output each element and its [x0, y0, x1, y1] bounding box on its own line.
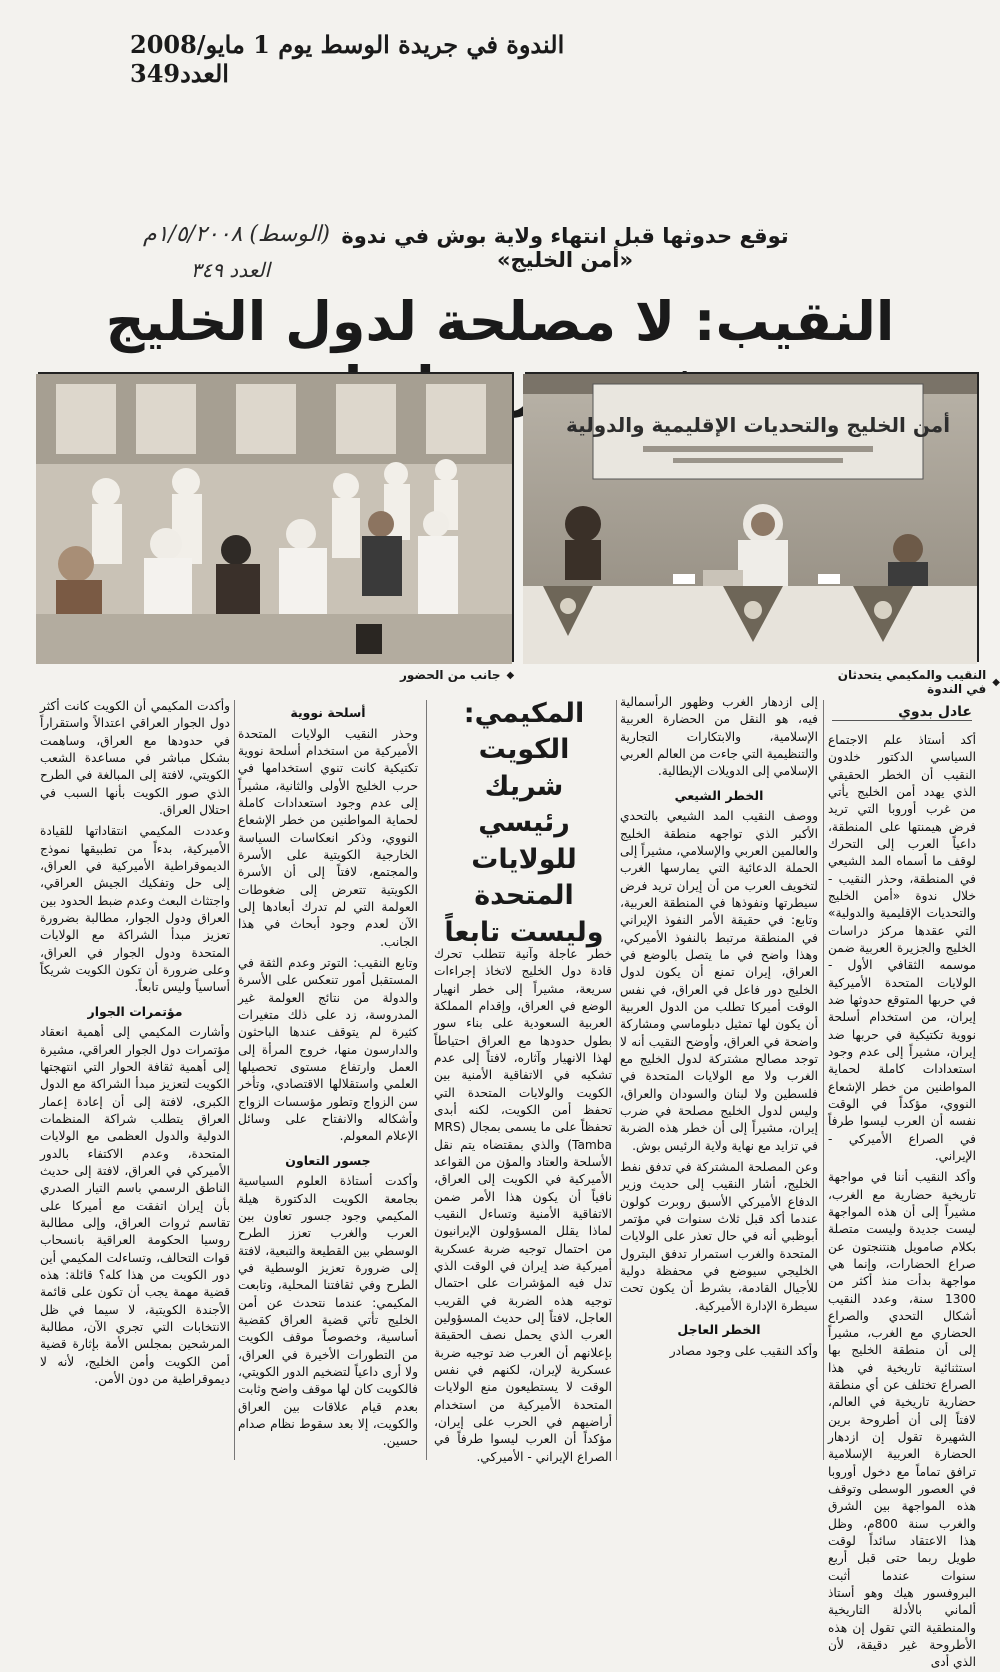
byline: عادل بدوي — [832, 704, 972, 721]
audience-photo-illustration — [36, 374, 512, 664]
caption-audience — [400, 668, 514, 682]
paragraph: ووصف النقيب المد الشيعي بالتحدي الأكبر الذي تواجهه منطقة الخليج والعالمين العربي والإسلامي، مشيراً إلى الحملة الدعائية التي يمارسها الغرب لتخويف العرب من أن إيران تريد فرض سيطرتها ونفوذها في المنطقة العربية، وتابع: في حقيقة الأمر النفوذ الإيراني في المنطقة مرتبط بالنفوذ الأميركي، وهذا واضح في ما يتصل بالوضع في العراق، إيران تمنع أن يكون لدول الخليج دور فاعل في العراق، في نفس الوقت أميركا تطلب من الدول العربية أن يكون لها تمثيل دبلوماسي ومشاركة واضحة في العراق، وأوضح النقيب أنه لا توجد مصالح مشتركة لدول الخليج مع الغرب ولا مع الولايات المتحدة في فلسطين ولا لبنان والسودان والعراق، وليس لدول الخليج مصلحة في ضرب إيران، مشيراً إلى أن خطر هذه الضربة في تزايد مع نهاية ولاية الرئيس بوش. — [620, 809, 818, 1153]
article-column-2 — [620, 694, 818, 1462]
caption-marker-icon: ◆ — [506, 669, 515, 681]
source-line: الندوة في جريدة الوسط يوم 1 مايو/2008 العدد349 — [130, 30, 565, 88]
pull-quote-text: الكويت شريك رئيسي للولايات المتحدة وليست تابعاً — [444, 734, 604, 948]
pull-quote — [440, 696, 608, 951]
subheading: الخطر العاجل — [677, 1321, 761, 1337]
subheading: جسور التعاون — [285, 1152, 371, 1168]
subheading: أسلحة نووية — [290, 705, 366, 720]
paragraph: وحذر النقيب الولايات المتحدة الأميركية من استخدام أسلحة نووية تكتيكية كانت تنوي استخدامها في حرب الخليج الأولى والثانية، مشيراً إلى عدم وجود استعدادات كاملة لحماية المواطنين من خطر الإشعاع النووي، وذكر انعكاسات السياسة الخارجية الكويتية على الأسرة والمجتمع، لافتاً إلى أن الأسرة الكويتية تتعرض إلى ضغوطات العولمة التي لم تدرك أبعادها إلى الآن لعدم وجود أبحاث في هذا الجانب. — [238, 726, 418, 949]
paragraph: وتابع النقيب: التوتر وعدم الثقة في المستقبل أمور تنعكس على الأسرة والدولة من نتائج العولمة غير المدروسة، زد على ذلك متغيرات كثيرة لم يتوقف عندها الباحثون والدارسون منها، خروج المرأة إلى العمل وارتفاع مستوى تحصيلها العلمي واستقلالها الاقتصادي، وتأخر سن الزواج وتطور مؤسسات الزواج وأشكاله والانفتاح على وسائل الإعلام المعولم. — [238, 956, 418, 1144]
pull-quote-speaker: المكيمي: — [463, 698, 585, 729]
handwritten-date: (الوسط) ١/٥/٢٠٠٨م — [142, 222, 330, 247]
caption-panel — [822, 668, 1000, 696]
article-column-4 — [238, 698, 418, 1462]
subheading: مؤتمرات الجوار — [87, 1003, 183, 1019]
main-headline: النقيب: لا مصلحة لدول الخليج — [105, 290, 895, 353]
paragraph: وعددت المكيمي انتقاداتها للقيادة الأميركية، بدءاً من تطبيقها نموذج الديموقراطية الأميركية في العراق، إلى حل وتفكيك الجيش العراقي، واجتثاث البعث وعدم ضبط الحدود بين العراق ودول الجوار، مطالبة بضرورة تعزيز مبدأ الشراكة مع الولايات المتحدة ودول الجوار في العراق، وعلى ضرورة أن تكون الكويت شريكاً أساسياً وليس تابعاً. — [40, 824, 230, 995]
paragraph: وأكد النقيب على وجود مصادر — [669, 1343, 818, 1358]
paragraph: وأكدت المكيمي أن الكويت كانت أكثر دول الجوار العراقي اعتدالاً واستقراراً في حدودها مع العراق، وساهمت بشكل مباشر في مساعدة الشعب الكويتي، لافتة إلى المبالغة في الطرح الذي صور الكويت بأنها السبب في احتلال العراق. — [40, 699, 230, 817]
caption-marker-icon: ◆ — [992, 676, 1000, 688]
handwritten-issue: العدد ٣٤٩ — [190, 258, 270, 282]
paragraph: خطر عاجلة وآنية تتطلب تحرك قادة دول الخليج لاتخاذ إجراءات سريعة، مشيراً إلى خطر انهيار الوضع في العراق، وإقدام المملكة العربية السعودية على بناء سور بطول حدودها مع العراق احتياطاً لهذا الانهيار وآثاره، لافتاً إلى عدم تشكيه في الاتفاقية الأمنية بين الكويت والولايات المتحدة التي تحفظ أمن الكويت، لكنه أبدى تحفظاً على ما يسمى بمجال (MRS Tamba) والذي بمقتضاه يتم نقل الأسلحة والعتاد والمؤن من القواعد الأميركية في الكويت إلى العراق، نافياً أن يكون هذا الأمر ضمن الاتفاقية الأمنية وتساءل النقيب لماذا يقلل المسؤولون الإيرانيون من احتمال توجيه ضربة عسكرية أميركية ضد إيران في الوقت الذي تدل فيه المؤشرات على احتمال توجيه هذه الضربة في القريب العاجل، لافتاً إلى حديث المسؤولين العرب الذي يحمل نصف الحقيقة بإعلانهم أن العرب ضد توجيه ضربة عسكرية لإيران، لكنهم في نفس الوقت لا يستطيعون منع الولايات المتحدة الأميركية من استخدام أراضيهم في الحرب على إيران، مؤكداً أن العرب ليسوا طرفاً في الصراع الإيراني - الأميركي. — [434, 947, 612, 1464]
column-rule — [426, 700, 427, 1460]
photo-panel-speakers — [525, 372, 979, 662]
headline-kicker: توقع حدوثها قبل انتهاء ولاية بوش في ندوة «أمن الخليج» — [341, 224, 789, 272]
panel-photo-illustration — [523, 374, 977, 664]
photo-audience — [38, 372, 514, 662]
handwritten-annotation — [60, 222, 330, 292]
column-rule — [234, 700, 235, 1460]
column-rule — [823, 700, 824, 1460]
paragraph: أكد أستاذ علم الاجتماع السياسي الدكتور خلدون النقيب أن الخطر الحقيقي الذي يهدد أمن الخليج يأتي من غرب أوروبا التي تريد فرض هيمنتها على المنطقة، داعياً العرب إلى التحرك لوقف ما أسماه المد الشيعي في المنطقة، وحذر النقيب - خلال ندوة «أمن الخليج والتحديات الإقليمية والدولية» التي عقدها مركز دراسات الخليج والجزيرة العربية ضمن موسمه الثقافي الأول - الولايات المتحدة الأميركية في حربها المتوقع حدوثها ضد إيران، من استخدام أسلحة نووية تكتيكية في حربها ضد إيران، مشيراً إلى عدم وجود استعدادات كاملة لحماية المواطنين من خطر الإشعاع النووي، مؤكداً في الوقت نفسه أن العرب ليسوا طرفاً في الصراع الأميركي - الإيراني. — [828, 733, 976, 1163]
banner-text: أمن الخليج والتحديات الإقليمية والدولية — [565, 413, 951, 437]
paragraph: وأشارت المكيمي إلى أهمية انعقاد مؤتمرات دول الجوار العراقي، مشيرة إلى أهمية ثقافة الحوار التي انتهجتها الكويت لتعزيز مبدأ الشراكة مع الدول الكبرى، لافتة إلى أن إعادة إعمار العراق يتطلب شراكة المنظمات الدولية والدول العظمى مع الولايات المتحدة، وعدم الاكتفاء بالدور الأميركي في العراق، لافتة إلى حديث الناطق الرسمي باسم التيار الصدري بأن إيران اتفقت مع أميركا على تقاسم ثروات العراق، وإلى مطالبة روسيا الحكومة العراقية بانسحاب قوات التحالف، وتساءلت المكيمي أين دور الكويت من هذا كله؟ قائلة: هذه قضية مهمة يجب أن تكون على قائمة الأجندة الكويتية، لا سيما في ظل الانتخابات التي تجري الآن، مطالبة المرشحين بمجلس الأمة بإثارة قضية أمن الكويت وأمن الخليج، لأنه لا ديموقراطية من دون الأمن. — [40, 1025, 230, 1386]
paragraph: وعن المصلحة المشتركة في تدفق نفط الخليج، أشار النقيب إلى حديث وزير الدفاع الأميركي الأسبق روبرت كولون عندما أكد قبل ثلاث سنوات في مؤتمر أبوظبي أنه في حال تعذر على الولايات المتحدة والغرب استمرار تدفق البترول الخليجي سيوضع في محفظة دولية للأجيال القادمة، بشرط أن يكون تحت سيطرة الإدارة الأميركية. — [620, 1159, 818, 1313]
paragraph: إلى ازدهار الغرب وظهور الرأسمالية فيه، هو النقل من الحضارة العربية الإسلامية، والابتكارات التجارية والتنظيمية التي جاءت من العالم العربي الإسلامي إلى الدويلات الإيطالية. — [620, 695, 818, 779]
article-column-1 — [828, 732, 977, 1670]
subheading: الخطر الشيعي — [674, 787, 764, 803]
caption-panel-text: النقيب والمكيمي يتحدثان في الندوة — [837, 668, 987, 696]
article-column-5 — [40, 698, 230, 1462]
paragraph: وأكدت أستاذة العلوم السياسية بجامعة الكويت الدكتورة هيلة المكيمي وجود جسور تعاون بين العرب والغرب تعزز الطرح الوسطي بين القطيعة والتبعية، لافتة إلى ضرورة تعزيز الوسطية في الطرح وفي ثقافتنا المحلية، وتابعت المكيمي: عندما نتحدث عن أمن الخليج تأتي قضية العراق كقضية أساسية، وخصوصاً موقف الكويت من التطورات الأخيرة في العراق، ولا أرى داعياً لتضخيم الدور الكويتي، فالكويت كان لها موقف واضح وثابت بعدم قيام علاقات بين العراق والكويت، إلا بعد سقوط نظام صدام حسين. — [238, 1174, 418, 1449]
column-rule — [616, 700, 617, 1460]
caption-audience-text: جانب من الحضور — [400, 668, 501, 682]
paragraph: وأكد النقيب أننا في مواجهة تاريخية حضارية مع الغرب، مشيراً إلى أن هذه المواجهة ليست جديدة وليست متصلة بكلام صامويل هنتنجتون عن صراع الحضارات، وإنما هي مواجهة بدأت منذ أكثر من 1300 سنة، وعدد النقيب أشكال التحدي والصراع الحضاري مع الغرب، مشيراً إلى أن منطقة الخليج بها استثنائية تاريخية في هذا الصراع تختلف عن أي منطقة حضارية تاريخية في العالم، لافتاً إلى أن أطروحة برين الشهيرة تقول إن ازدهار الحضارة العربية الإسلامية ترافق تماماً مع دخول أوروبا في العصور الوسطى وتوقف هذه المواجهة بين الشرق والغرب سنة 800م، وظل هذا الاعتقاد سائداً لوقت طويل ربما حتى قبل أربع سنوات عندما أثبت البروفسور هيك وهو أستاذ ألماني بالأدلة التاريخية والمنطقية التي تقول إن هذه الأطروحة غير دقيقة، لأن الذي أدى — [828, 1170, 977, 1670]
article-column-3 — [434, 946, 612, 1462]
